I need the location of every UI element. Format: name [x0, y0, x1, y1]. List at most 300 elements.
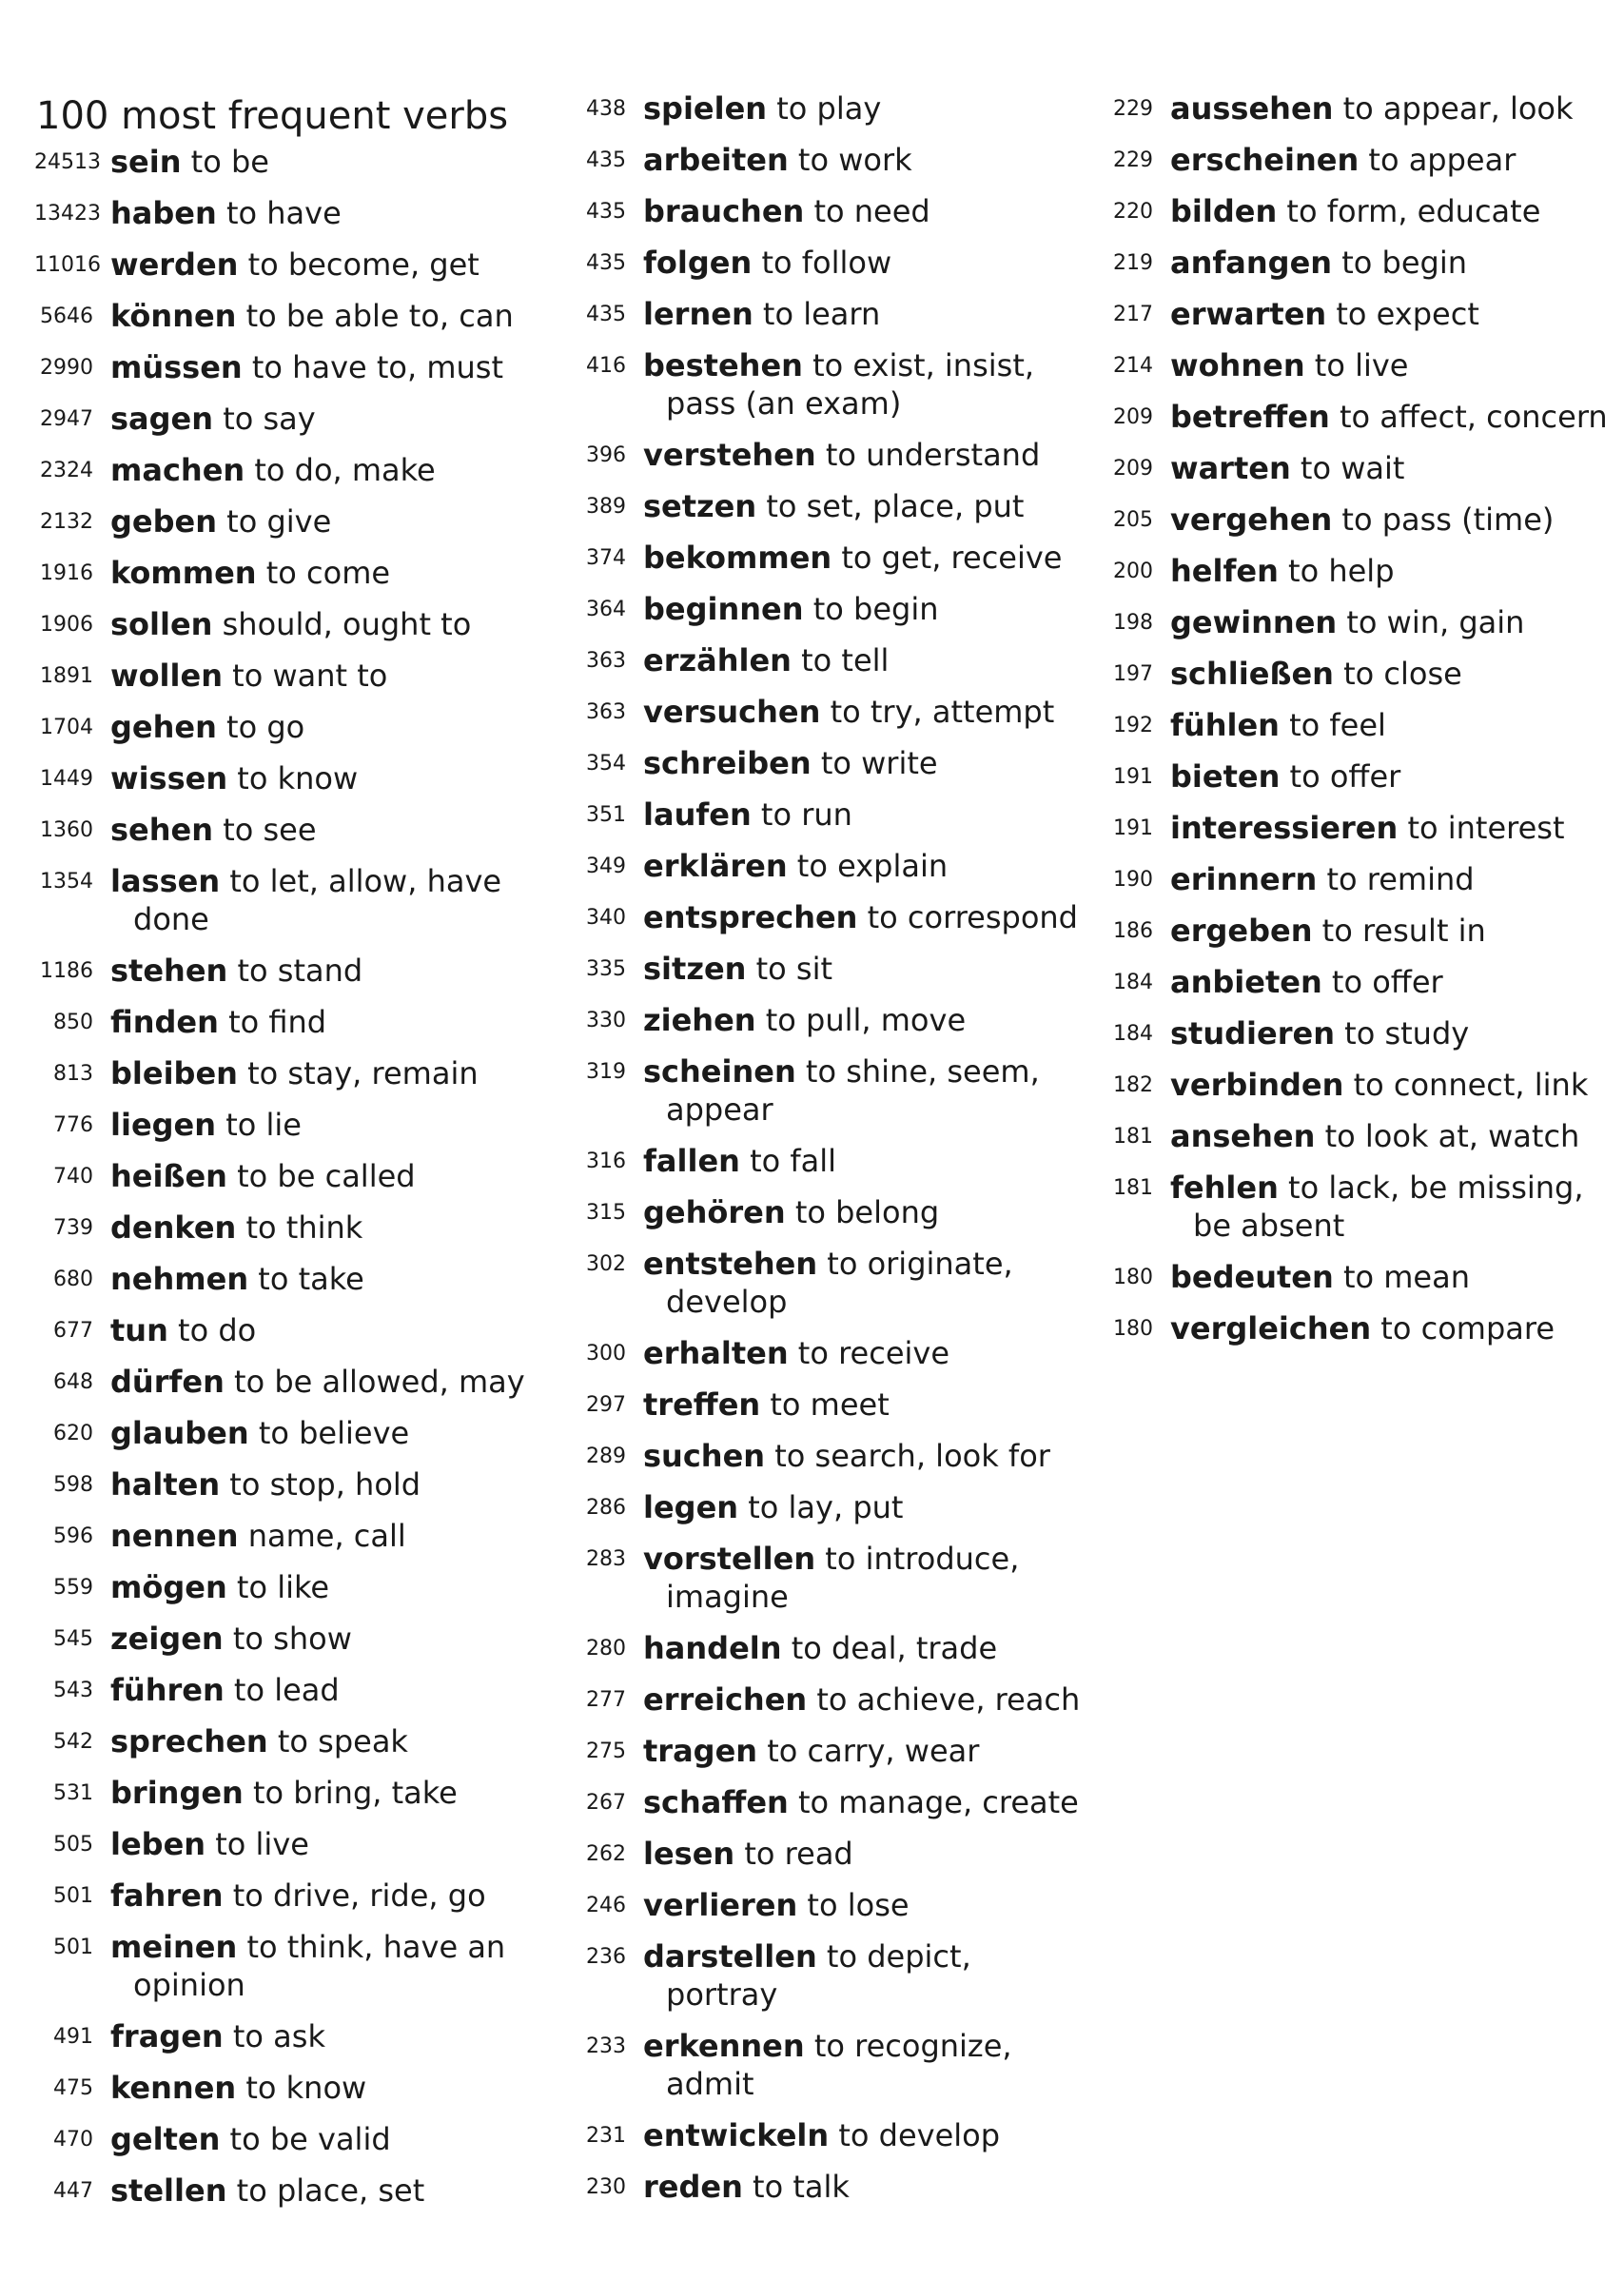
verb-translation: to study: [1344, 1015, 1470, 1052]
verb-translation: to belong: [794, 1194, 940, 1230]
frequency-rank: 302: [586, 1252, 626, 1276]
frequency-rank: 280: [586, 1637, 626, 1661]
verb-entry: [567, 1386, 1100, 1424]
verb-word: darstellen: [643, 1938, 817, 1975]
verb-entry: [567, 1540, 1100, 1616]
verb-word: setzen: [643, 488, 757, 524]
verb-translation: to look at, watch: [1324, 1118, 1580, 1154]
verb-entry: [34, 194, 567, 232]
verb-word: erzählen: [643, 642, 792, 678]
frequency-rank: 501: [53, 1936, 93, 1959]
verb-translation: to lie: [225, 1107, 302, 1143]
verb-entry: [1094, 655, 1608, 693]
verb-translation-continued: pass (an exam): [666, 385, 902, 422]
frequency-rank: 435: [586, 148, 626, 172]
frequency-rank: 543: [53, 1679, 93, 1702]
verb-entry: [34, 246, 567, 284]
verb-translation: to want to: [232, 658, 388, 694]
frequency-rank: 197: [1113, 662, 1153, 686]
verb-entry: [567, 436, 1100, 474]
verb-translation: to originate,: [827, 1246, 1013, 1282]
verb-entry: [34, 759, 567, 797]
frequency-rank: 283: [586, 1547, 626, 1571]
verb-entry: [567, 1783, 1100, 1821]
verb-entry: [1094, 963, 1608, 1001]
verb-translation-continued: done: [133, 901, 209, 937]
verb-entry: [34, 1825, 567, 1863]
verb-translation-continued: develop: [666, 1284, 788, 1320]
verb-word: halten: [110, 1466, 221, 1503]
verb-word: suchen: [643, 1438, 766, 1474]
column-1: [34, 143, 567, 2223]
verb-word: meinen: [110, 1929, 238, 1965]
verb-entry: [1094, 192, 1608, 230]
verb-word: vergleichen: [1170, 1310, 1372, 1346]
verb-translation: to live: [215, 1826, 309, 1862]
verb-entry: [567, 796, 1100, 834]
verb-entry: [34, 952, 567, 990]
frequency-rank: 319: [586, 1060, 626, 1084]
verb-entry: [567, 2168, 1100, 2206]
frequency-rank: 374: [586, 546, 626, 570]
frequency-rank: 262: [586, 1842, 626, 1866]
verb-translation: to wait: [1300, 450, 1405, 486]
verb-word: studieren: [1170, 1015, 1335, 1052]
frequency-rank: 505: [53, 1833, 93, 1857]
verb-entry: [34, 1054, 567, 1092]
frequency-rank: 209: [1113, 457, 1153, 481]
verb-translation: to believe: [258, 1415, 410, 1451]
verb-entry: [567, 295, 1100, 333]
verb-word: sollen: [110, 606, 213, 642]
frequency-rank: 354: [586, 752, 626, 776]
verb-word: sagen: [110, 401, 214, 437]
frequency-rank: 200: [1113, 560, 1153, 583]
verb-entry: [1094, 809, 1608, 847]
verb-word: erwarten: [1170, 296, 1327, 332]
verb-entry: [567, 1245, 1100, 1321]
verb-word: wissen: [110, 760, 228, 796]
frequency-rank: 277: [586, 1688, 626, 1712]
verb-translation: to recognize,: [813, 2028, 1012, 2064]
frequency-rank: 180: [1113, 1266, 1153, 1289]
frequency-rank: 501: [53, 1884, 93, 1908]
verb-entry: [1094, 501, 1608, 539]
verb-entry: [1094, 1014, 1608, 1052]
verb-entry: [1094, 346, 1608, 384]
verb-word: gelten: [110, 2121, 221, 2157]
frequency-rank: 596: [53, 1524, 93, 1548]
verb-translation: to feel: [1289, 707, 1386, 743]
verb-word: beginnen: [643, 591, 804, 627]
verb-translation: to close: [1343, 656, 1462, 692]
verb-word: haben: [110, 195, 217, 231]
verb-translation: to show: [232, 1621, 352, 1657]
verb-translation: to begin: [1341, 245, 1468, 281]
verb-entry: [567, 2116, 1100, 2154]
frequency-rank: 246: [586, 1894, 626, 1917]
verb-word: handeln: [643, 1630, 782, 1666]
verb-entry: [567, 2027, 1100, 2103]
verb-word: vorstellen: [643, 1541, 816, 1577]
verb-word: versuchen: [643, 694, 821, 730]
verb-translation: to stay, remain: [247, 1055, 479, 1091]
verb-word: glauben: [110, 1415, 249, 1451]
verb-translation: to place, set: [236, 2172, 425, 2209]
verb-word: werden: [110, 246, 239, 283]
frequency-rank: 416: [586, 354, 626, 378]
frequency-rank: 435: [586, 200, 626, 224]
verb-word: tragen: [643, 1733, 758, 1769]
verb-translation: to lay, put: [748, 1489, 904, 1525]
verb-word: verlieren: [643, 1887, 798, 1923]
verb-translation-continued: appear: [666, 1091, 773, 1128]
verb-entry: [567, 1629, 1100, 1667]
frequency-rank: 335: [586, 957, 626, 981]
verb-word: erhalten: [643, 1335, 789, 1371]
verb-translation: to introduce,: [825, 1541, 1020, 1577]
verb-entry: [1094, 398, 1608, 436]
frequency-rank: 198: [1113, 611, 1153, 635]
verb-translation: to be: [190, 144, 269, 180]
verb-translation: to set, place, put: [766, 488, 1025, 524]
verb-translation: to ask: [232, 2018, 325, 2054]
verb-word: sitzen: [643, 951, 747, 987]
verb-word: liegen: [110, 1107, 217, 1143]
verb-entry: [567, 1142, 1100, 1180]
verb-word: fahren: [110, 1877, 224, 1914]
verb-word: stehen: [110, 953, 228, 989]
verb-translation: to try, attempt: [830, 694, 1055, 730]
verb-entry: [34, 1003, 567, 1041]
verb-word: laufen: [643, 796, 752, 833]
frequency-rank: 229: [1113, 97, 1153, 121]
frequency-rank: 531: [53, 1781, 93, 1805]
verb-entry: [1094, 552, 1608, 590]
verb-entry: [34, 862, 567, 938]
verb-entry: [34, 1671, 567, 1709]
verb-entry: [1094, 89, 1608, 128]
verb-entry: [34, 1568, 567, 1606]
verb-entry: [34, 1928, 567, 2004]
verb-entry: [1094, 295, 1608, 333]
frequency-rank: 220: [1113, 200, 1153, 224]
frequency-rank: 813: [53, 1062, 93, 1086]
verb-entry: [34, 657, 567, 695]
verb-translation: to play: [776, 90, 882, 127]
verb-word: stellen: [110, 2172, 227, 2209]
frequency-rank: 739: [53, 1216, 93, 1240]
verb-translation: to form, educate: [1286, 193, 1541, 229]
frequency-rank: 1354: [40, 870, 93, 894]
verb-translation: to interest: [1407, 810, 1565, 846]
verb-word: brauchen: [643, 193, 805, 229]
frequency-rank: 286: [586, 1496, 626, 1520]
frequency-rank: 351: [586, 803, 626, 827]
verb-word: interessieren: [1170, 810, 1399, 846]
verb-word: mögen: [110, 1569, 227, 1605]
verb-entry: [1094, 1309, 1608, 1347]
frequency-rank: 181: [1113, 1125, 1153, 1149]
verb-translation: to tell: [801, 642, 890, 678]
frequency-rank: 229: [1113, 148, 1153, 172]
verb-entry: [34, 1363, 567, 1401]
verb-translation: to become, get: [247, 246, 479, 283]
verb-translation: to achieve, reach: [816, 1681, 1081, 1718]
verb-word: anfangen: [1170, 245, 1333, 281]
verb-word: arbeiten: [643, 142, 789, 178]
verb-word: bekommen: [643, 540, 832, 576]
verb-entry: [567, 1886, 1100, 1924]
verb-translation: to search, look for: [774, 1438, 1050, 1474]
verb-word: erreichen: [643, 1681, 808, 1718]
verb-translation-continued: imagine: [666, 1579, 789, 1615]
verb-translation: to pull, move: [765, 1002, 967, 1038]
verb-word: lesen: [643, 1836, 735, 1872]
verb-translation: to think, have an: [246, 1929, 506, 1965]
verb-entry: [34, 2017, 567, 2055]
verb-word: wollen: [110, 658, 223, 694]
verb-entry: [567, 487, 1100, 525]
frequency-rank: 289: [586, 1445, 626, 1468]
verb-entry: [567, 346, 1100, 423]
frequency-rank: 13423: [34, 202, 101, 226]
verb-word: entstehen: [643, 1246, 818, 1282]
verb-word: sein: [110, 144, 182, 180]
verb-translation: to be allowed, may: [234, 1364, 525, 1400]
verb-entry: [567, 898, 1100, 936]
frequency-rank: 740: [53, 1165, 93, 1189]
frequency-rank: 680: [53, 1268, 93, 1291]
verb-entry: [1094, 244, 1608, 282]
verb-entry: [567, 244, 1100, 282]
verb-translation: to result in: [1321, 913, 1486, 949]
frequency-rank: 2947: [40, 407, 93, 431]
verb-word: betreffen: [1170, 399, 1330, 435]
frequency-rank: 364: [586, 598, 626, 621]
verb-translation: to stand: [237, 953, 363, 989]
verb-entry: [34, 605, 567, 643]
frequency-rank: 219: [1113, 251, 1153, 275]
verb-entry: [34, 1414, 567, 1452]
verb-translation: to like: [236, 1569, 330, 1605]
column-2: [567, 89, 1100, 2219]
verb-word: helfen: [1170, 553, 1279, 589]
verb-word: finden: [110, 1004, 219, 1040]
frequency-rank: 182: [1113, 1073, 1153, 1097]
verb-entry: [34, 1311, 567, 1349]
frequency-rank: 180: [1113, 1317, 1153, 1341]
frequency-rank: 850: [53, 1011, 93, 1034]
frequency-rank: 209: [1113, 405, 1153, 429]
verb-word: fragen: [110, 2018, 224, 2054]
verb-translation: to lose: [807, 1887, 910, 1923]
verb-word: folgen: [643, 245, 753, 281]
verb-translation: to bring, take: [253, 1775, 458, 1811]
verb-entry: [567, 141, 1100, 179]
verb-word: gehören: [643, 1194, 786, 1230]
verb-entry: [567, 641, 1100, 679]
frequency-rank: 475: [53, 2076, 93, 2100]
verb-word: fühlen: [1170, 707, 1280, 743]
column-3: [1094, 89, 1608, 1361]
verb-translation: to depict,: [826, 1938, 971, 1975]
verb-entry: [1094, 706, 1608, 744]
verb-translation: to give: [226, 503, 332, 540]
verb-word: fehlen: [1170, 1169, 1279, 1206]
verb-entry: [34, 1157, 567, 1195]
verb-entry: [567, 1193, 1100, 1231]
frequency-rank: 297: [586, 1393, 626, 1417]
verb-translation: name, call: [247, 1518, 406, 1554]
verb-translation: to speak: [277, 1723, 408, 1759]
verb-word: erklären: [643, 848, 788, 884]
verb-entry: [567, 1681, 1100, 1719]
verb-translation: to read: [744, 1836, 853, 1872]
verb-word: ziehen: [643, 1002, 756, 1038]
verb-word: vergehen: [1170, 501, 1333, 538]
verb-entry: [1094, 1169, 1608, 1245]
verb-entry: [567, 1835, 1100, 1873]
verb-word: kommen: [110, 555, 257, 591]
verb-translation: to manage, create: [797, 1784, 1079, 1820]
verb-word: entsprechen: [643, 899, 858, 935]
verb-translation: to shine, seem,: [805, 1053, 1040, 1090]
verb-translation: to let, allow, have: [229, 863, 502, 899]
verb-translation: to pass (time): [1341, 501, 1555, 538]
frequency-rank: 181: [1113, 1176, 1153, 1200]
verb-word: entwickeln: [643, 2117, 830, 2153]
verb-word: verstehen: [643, 437, 816, 473]
frequency-rank: 1916: [40, 561, 93, 585]
frequency-rank: 396: [586, 443, 626, 467]
verb-translation: to sit: [755, 951, 832, 987]
verb-word: können: [110, 298, 237, 334]
verb-translation: to fall: [750, 1143, 837, 1179]
verb-entry: [34, 1209, 567, 1247]
verb-translation: to take: [258, 1261, 364, 1297]
frequency-rank: 205: [1113, 508, 1153, 532]
verb-translation: to receive: [797, 1335, 950, 1371]
verb-translation: to live: [1314, 347, 1409, 383]
verb-translation: to affect, concern: [1339, 399, 1608, 435]
verb-translation: to follow: [761, 245, 892, 281]
verb-translation: to deal, trade: [791, 1630, 998, 1666]
frequency-rank: 598: [53, 1473, 93, 1497]
verb-translation: to see: [223, 812, 317, 848]
verb-translation: to exist, insist,: [812, 347, 1035, 383]
verb-entry: [567, 847, 1100, 885]
verb-translation: to know: [245, 2070, 367, 2106]
verb-entry: [1094, 860, 1608, 898]
verb-translation: to remind: [1326, 861, 1475, 897]
verb-word: erkennen: [643, 2028, 805, 2064]
frequency-rank: 5646: [40, 305, 93, 328]
verb-entry: [34, 348, 567, 386]
verb-entry: [34, 554, 567, 592]
verb-translation: to understand: [825, 437, 1041, 473]
frequency-rank: 2132: [40, 510, 93, 534]
verb-translation: to mean: [1342, 1259, 1470, 1295]
frequency-rank: 230: [586, 2175, 626, 2199]
verb-translation: to help: [1288, 553, 1395, 589]
verb-translation: to have to, must: [251, 349, 503, 385]
frequency-rank: 1704: [40, 716, 93, 739]
frequency-rank: 363: [586, 649, 626, 673]
verb-entry: [1094, 449, 1608, 487]
frequency-rank: 620: [53, 1422, 93, 1445]
frequency-rank: 184: [1113, 1022, 1153, 1046]
verb-translation: to offer: [1289, 758, 1401, 795]
verb-entry: [567, 1437, 1100, 1475]
verb-translation: to have: [225, 195, 342, 231]
frequency-rank: 363: [586, 700, 626, 724]
frequency-rank: 677: [53, 1319, 93, 1343]
frequency-rank: 231: [586, 2124, 626, 2148]
verb-word: schreiben: [643, 745, 812, 781]
frequency-rank: 435: [586, 251, 626, 275]
verb-translation: to need: [813, 193, 930, 229]
verb-word: warten: [1170, 450, 1291, 486]
frequency-rank: 275: [586, 1739, 626, 1763]
verb-word: treffen: [643, 1386, 761, 1423]
frequency-rank: 267: [586, 1791, 626, 1815]
verb-entry: [34, 1465, 567, 1504]
verb-word: erscheinen: [1170, 142, 1360, 178]
verb-entry: [34, 451, 567, 489]
verb-entry: [1094, 1117, 1608, 1155]
verb-word: tun: [110, 1312, 168, 1348]
verb-translation: to run: [760, 796, 852, 833]
verb-translation: to be able to, can: [245, 298, 514, 334]
verb-word: geben: [110, 503, 217, 540]
verb-translation: to be valid: [229, 2121, 391, 2157]
verb-translation: to know: [237, 760, 359, 796]
frequency-rank: 648: [53, 1370, 93, 1394]
verb-translation: to meet: [770, 1386, 890, 1423]
verb-translation: to lack, be missing,: [1288, 1169, 1584, 1206]
verb-translation: to be called: [237, 1158, 416, 1194]
verb-translation: should, ought to: [222, 606, 472, 642]
verb-entry: [567, 1001, 1100, 1039]
frequency-rank: 1906: [40, 613, 93, 637]
verb-translation: to say: [223, 401, 316, 437]
verb-word: sprechen: [110, 1723, 268, 1759]
frequency-rank: 11016: [34, 253, 101, 277]
verb-entry: [1094, 757, 1608, 796]
verb-entry: [1094, 603, 1608, 641]
verb-word: wohnen: [1170, 347, 1305, 383]
verb-entry: [567, 1334, 1100, 1372]
verb-entry: [567, 192, 1100, 230]
verb-entry: [34, 811, 567, 849]
verb-entry: [34, 1774, 567, 1812]
verb-word: schließen: [1170, 656, 1334, 692]
verb-word: bringen: [110, 1775, 244, 1811]
frequency-rank: 2324: [40, 459, 93, 482]
verb-word: ergeben: [1170, 913, 1313, 949]
verb-word: nehmen: [110, 1261, 249, 1297]
frequency-rank: 192: [1113, 714, 1153, 737]
verb-word: anbieten: [1170, 964, 1322, 1000]
verb-translation: to talk: [753, 2169, 850, 2205]
verb-entry: [34, 297, 567, 335]
frequency-rank: 435: [586, 303, 626, 326]
verb-word: scheinen: [643, 1053, 796, 1090]
frequency-rank: 191: [1113, 765, 1153, 789]
frequency-rank: 217: [1113, 303, 1153, 326]
verb-translation: to correspond: [867, 899, 1078, 935]
